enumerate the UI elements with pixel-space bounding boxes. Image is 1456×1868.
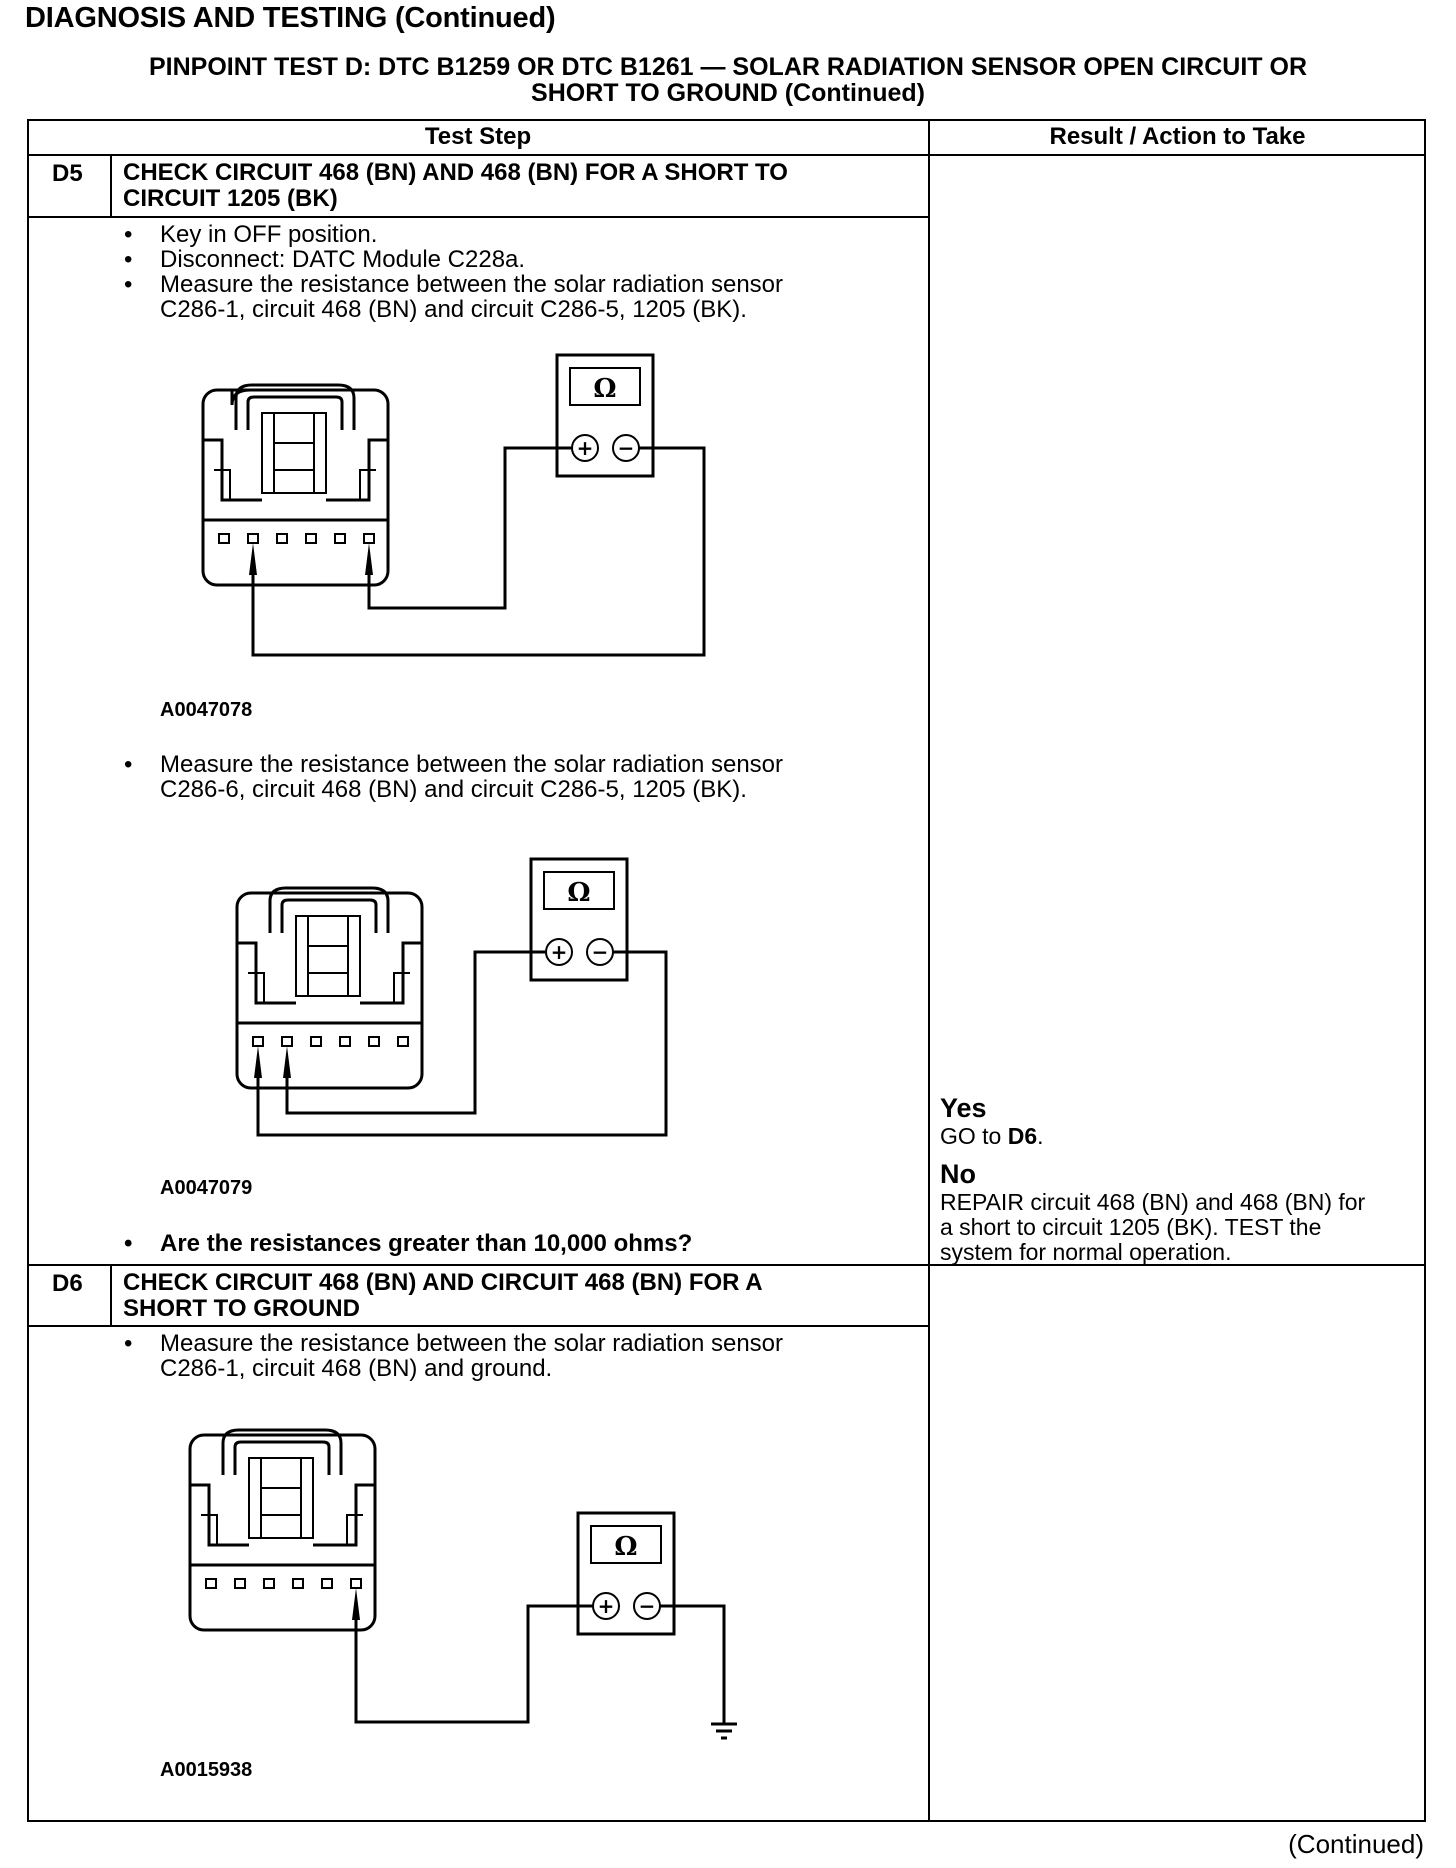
page-title: DIAGNOSIS AND TESTING (Continued) [25,2,556,34]
continued-footer: (Continued) [1288,1829,1424,1859]
step-id-d6: D6 [52,1270,83,1297]
bullet-text: C286-1, circuit 468 (BN) and ground. [160,1355,553,1382]
minus-terminal: − [638,1594,656,1618]
question-text: Are the resistances greater than 10,000 ohms? [160,1230,693,1257]
bullet-text: Measure the resistance between the solar radiation sensor [160,271,784,298]
ground-icon [711,1724,737,1738]
minus-terminal: − [591,940,609,964]
ohm-symbol: Ω [593,374,617,404]
step-id-d5: D5 [52,160,83,187]
figure-id-a0047079: A0047079 [160,1177,253,1199]
figure-id-a0047078: A0047078 [160,699,253,721]
step-title-d5-line2: CIRCUIT 1205 (BK) [123,185,338,212]
step-title-d5-line1: CHECK CIRCUIT 468 (BN) AND 468 (BN) FOR A SHORT TO [123,159,788,186]
bullet: • [124,1330,133,1357]
no-action-line3: system for normal operation. [940,1239,1232,1265]
yes-action-text: GO to [940,1123,1008,1149]
step-title-d6-line2: SHORT TO GROUND [123,1295,360,1322]
header-test-step: Test Step [424,123,532,150]
minus-terminal: − [617,436,635,460]
bullet: • [124,751,133,778]
bullet: • [124,271,133,298]
pinpoint-test-title-line2: SHORT TO GROUND (Continued) [531,79,925,107]
bullet-text: Key in OFF position. [160,221,378,248]
wiring [356,1606,724,1724]
bullet-text: Measure the resistance between the solar radiation sensor [160,751,784,778]
plus-terminal: + [597,1594,615,1618]
no-label: No [940,1159,976,1189]
ohm-symbol: Ω [567,878,591,908]
bullet: • [124,246,133,273]
bullet-text: Measure the resistance between the solar radiation sensor [160,1330,784,1357]
ohm-symbol: Ω [614,1532,638,1562]
connector-icon [190,1430,375,1630]
plus-terminal: + [576,436,594,460]
yes-action-link: D6 [1007,1123,1038,1149]
pinpoint-test-title-line1: PINPOINT TEST D: DTC B1259 OR DTC B1261 — SOLAR RADIATION SENSOR OPEN CIRCUIT OR [148,53,1307,81]
plus-terminal: + [550,940,568,964]
bullet-text: C286-1, circuit 468 (BN) and circuit C286-5, 1205 (BK). [160,296,747,323]
multimeter-icon [578,1513,674,1634]
bullet: • [124,221,133,248]
yes-action-suffix: . [1037,1123,1044,1149]
probe-icon [352,1588,360,1620]
bullet-text: C286-6, circuit 468 (BN) and circuit C286-5, 1205 (BK). [160,776,747,803]
no-action-line1: REPAIR circuit 468 (BN) and 468 (BN) for [940,1189,1366,1215]
step-title-d6-line1: CHECK CIRCUIT 468 (BN) AND CIRCUIT 468 (BN) FOR A [123,1269,763,1296]
yes-label: Yes [940,1093,987,1123]
header-result: Result / Action to Take [1049,123,1306,150]
figure-id-a0015938: A0015938 [160,1759,253,1781]
no-action-line2: a short to circuit 1205 (BK). TEST the [940,1214,1322,1240]
bullet-text: Disconnect: DATC Module C228a. [160,246,526,273]
bullet: • [124,1230,133,1257]
